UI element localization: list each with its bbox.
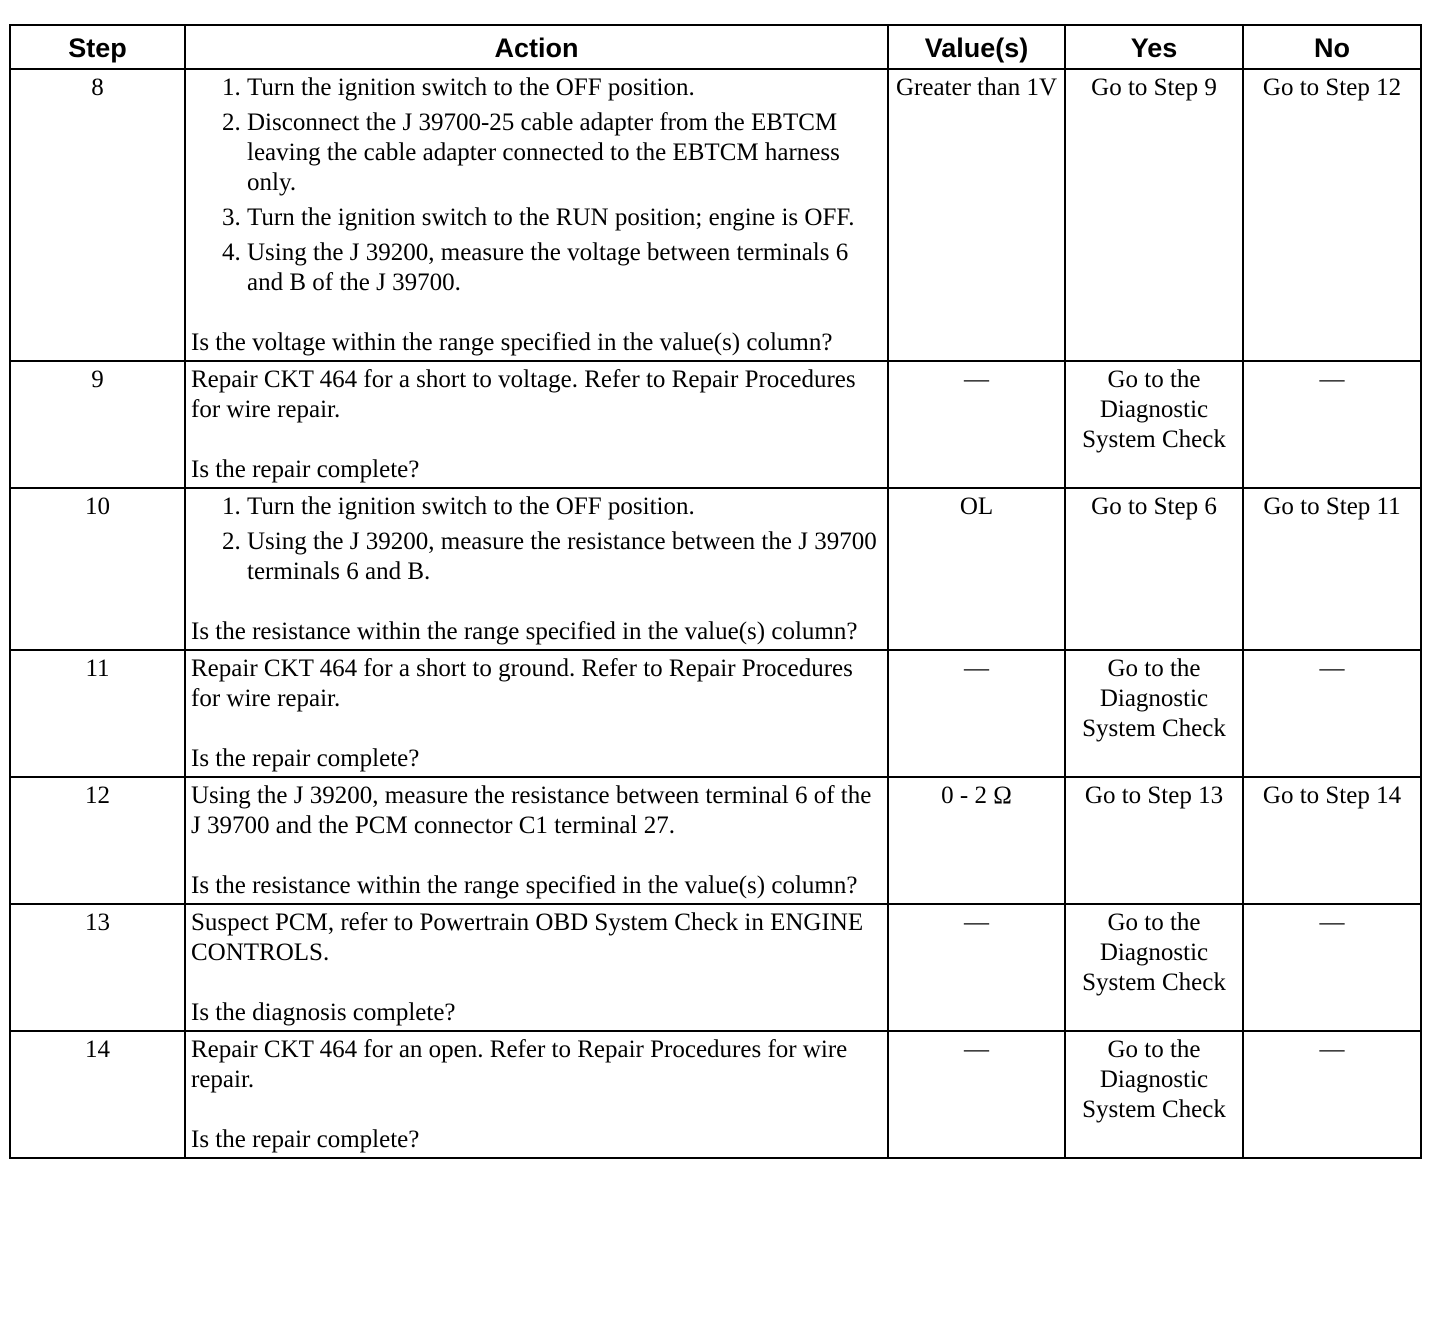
- step-number: 11: [10, 650, 185, 777]
- value-cell: —: [888, 1031, 1065, 1158]
- action-step: 1. Turn the ignition switch to the OFF position.: [247, 73, 882, 103]
- action-step: 2. Disconnect the J 39700-25 cable adapter from the EBTCM leaving the cable adapter connected to the EBTCM harness only.: [247, 108, 882, 198]
- action-steps-list: [191, 492, 882, 587]
- action-text: Using the J 39200, measure the resistance between terminal 6 of the J 39700 and the PCM connector C1 terminal 27.: [191, 782, 872, 839]
- header-yes: Yes: [1065, 25, 1243, 69]
- header-values: Value(s): [888, 25, 1065, 69]
- action-question: Is the repair complete?: [191, 745, 420, 772]
- table-row: [10, 1031, 1421, 1158]
- no-cell: Go to Step 14: [1243, 777, 1421, 904]
- action-cell: [185, 1031, 888, 1158]
- value-cell: 0 - 2 Ω: [888, 777, 1065, 904]
- value-cell: OL: [888, 488, 1065, 650]
- yes-cell: Go to the Diagnostic System Check: [1065, 650, 1243, 777]
- step-number: 12: [10, 777, 185, 904]
- action-text: Repair CKT 464 for a short to ground. Refer to Repair Procedures for wire repair.: [191, 655, 853, 712]
- header-step: Step: [10, 25, 185, 69]
- yes-cell: Go to the Diagnostic System Check: [1065, 361, 1243, 488]
- yes-cell: Go to Step 9: [1065, 69, 1243, 361]
- table-body: [10, 69, 1421, 1158]
- step-number: 10: [10, 488, 185, 650]
- action-question: Is the repair complete?: [191, 456, 420, 483]
- table-row: [10, 361, 1421, 488]
- no-cell: —: [1243, 650, 1421, 777]
- value-cell: —: [888, 904, 1065, 1031]
- no-cell: —: [1243, 904, 1421, 1031]
- no-cell: —: [1243, 361, 1421, 488]
- table-row: [10, 650, 1421, 777]
- step-number: 9: [10, 361, 185, 488]
- action-step: 1. Turn the ignition switch to the OFF position.: [247, 492, 882, 522]
- table-row: [10, 488, 1421, 650]
- action-question: Is the resistance within the range specified in the value(s) column?: [191, 872, 858, 899]
- action-question: Is the resistance within the range specified in the value(s) column?: [191, 618, 858, 645]
- action-text: Suspect PCM, refer to Powertrain OBD System Check in ENGINE CONTROLS.: [191, 909, 864, 966]
- header-no: No: [1243, 25, 1421, 69]
- step-number: 14: [10, 1031, 185, 1158]
- value-cell: Greater than 1V: [888, 69, 1065, 361]
- action-step: 2. Using the J 39200, measure the resistance between the J 39700 terminals 6 and B.: [247, 527, 882, 587]
- action-step: 3. Turn the ignition switch to the RUN position; engine is OFF.: [247, 203, 882, 233]
- action-text: Repair CKT 464 for a short to voltage. Refer to Repair Procedures for wire repair.: [191, 366, 856, 423]
- action-cell: [185, 777, 888, 904]
- value-cell: —: [888, 650, 1065, 777]
- table-row: [10, 69, 1421, 361]
- action-question: Is the repair complete?: [191, 1126, 420, 1153]
- action-cell: [185, 361, 888, 488]
- action-question: Is the diagnosis complete?: [191, 999, 456, 1026]
- action-cell: [185, 904, 888, 1031]
- diagnostic-table: [9, 24, 1422, 1159]
- action-cell: [185, 650, 888, 777]
- yes-cell: Go to the Diagnostic System Check: [1065, 1031, 1243, 1158]
- no-cell: Go to Step 11: [1243, 488, 1421, 650]
- table-row: [10, 777, 1421, 904]
- action-question: Is the voltage within the range specified in the value(s) column?: [191, 329, 833, 356]
- value-cell: —: [888, 361, 1065, 488]
- action-cell: [185, 488, 888, 650]
- table-row: [10, 904, 1421, 1031]
- no-cell: —: [1243, 1031, 1421, 1158]
- header-action: Action: [185, 25, 888, 69]
- action-step: 4. Using the J 39200, measure the voltage between terminals 6 and B of the J 39700.: [247, 238, 882, 298]
- step-number: 13: [10, 904, 185, 1031]
- header-row: [10, 25, 1421, 69]
- action-cell: [185, 69, 888, 361]
- yes-cell: Go to the Diagnostic System Check: [1065, 904, 1243, 1031]
- no-cell: Go to Step 12: [1243, 69, 1421, 361]
- step-number: 8: [10, 69, 185, 361]
- action-text: Repair CKT 464 for an open. Refer to Repair Procedures for wire repair.: [191, 1036, 848, 1093]
- yes-cell: Go to Step 6: [1065, 488, 1243, 650]
- action-steps-list: [191, 73, 882, 298]
- yes-cell: Go to Step 13: [1065, 777, 1243, 904]
- diagnostic-table-page: [9, 24, 1422, 1159]
